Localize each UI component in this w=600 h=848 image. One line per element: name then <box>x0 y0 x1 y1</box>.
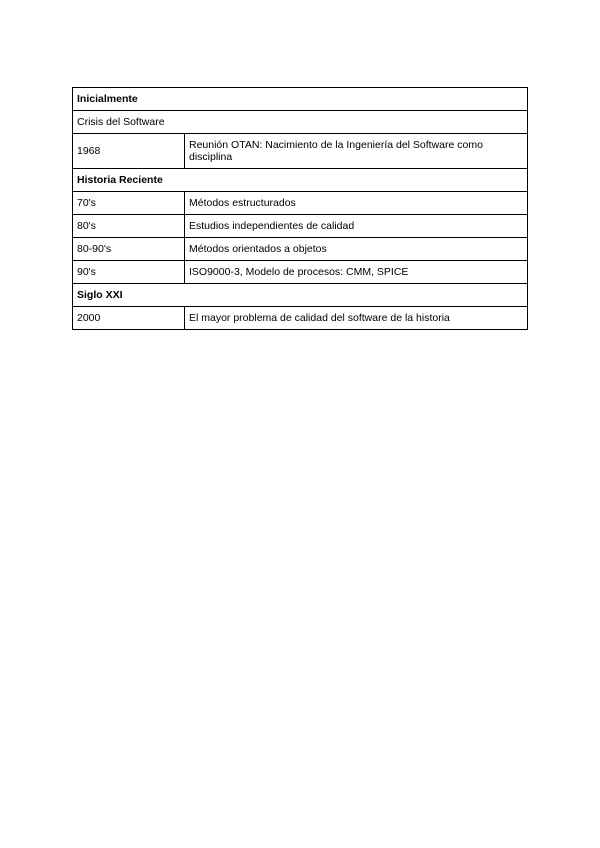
section-heading: Inicialmente <box>73 88 528 111</box>
table-row <box>73 261 528 284</box>
section-row-historia-reciente <box>73 169 528 192</box>
year-cell: 80-90's <box>73 238 185 261</box>
year-cell: 80's <box>73 215 185 238</box>
table-row <box>73 111 528 134</box>
event-cell: Métodos estructurados <box>185 192 528 215</box>
software-quality-history-table <box>72 87 528 330</box>
year-cell: 90's <box>73 261 185 284</box>
table-row <box>73 307 528 330</box>
section-heading: Historia Reciente <box>73 169 528 192</box>
event-cell: Métodos orientados a objetos <box>185 238 528 261</box>
table-row <box>73 134 528 169</box>
spanning-cell: Crisis del Software <box>73 111 528 134</box>
table-row <box>73 215 528 238</box>
section-row-inicialmente <box>73 88 528 111</box>
event-cell: ISO9000-3, Modelo de procesos: CMM, SPICE <box>185 261 528 284</box>
year-cell: 70's <box>73 192 185 215</box>
year-cell: 1968 <box>73 134 185 169</box>
event-cell: Reunión OTAN: Nacimiento de la Ingeniería del Software como disciplina <box>185 134 528 169</box>
table-row <box>73 238 528 261</box>
table-row <box>73 192 528 215</box>
section-row-siglo-xxi <box>73 284 528 307</box>
event-cell: El mayor problema de calidad del software de la historia <box>185 307 528 330</box>
year-cell: 2000 <box>73 307 185 330</box>
section-heading: Siglo XXI <box>73 284 528 307</box>
event-cell: Estudios independientes de calidad <box>185 215 528 238</box>
